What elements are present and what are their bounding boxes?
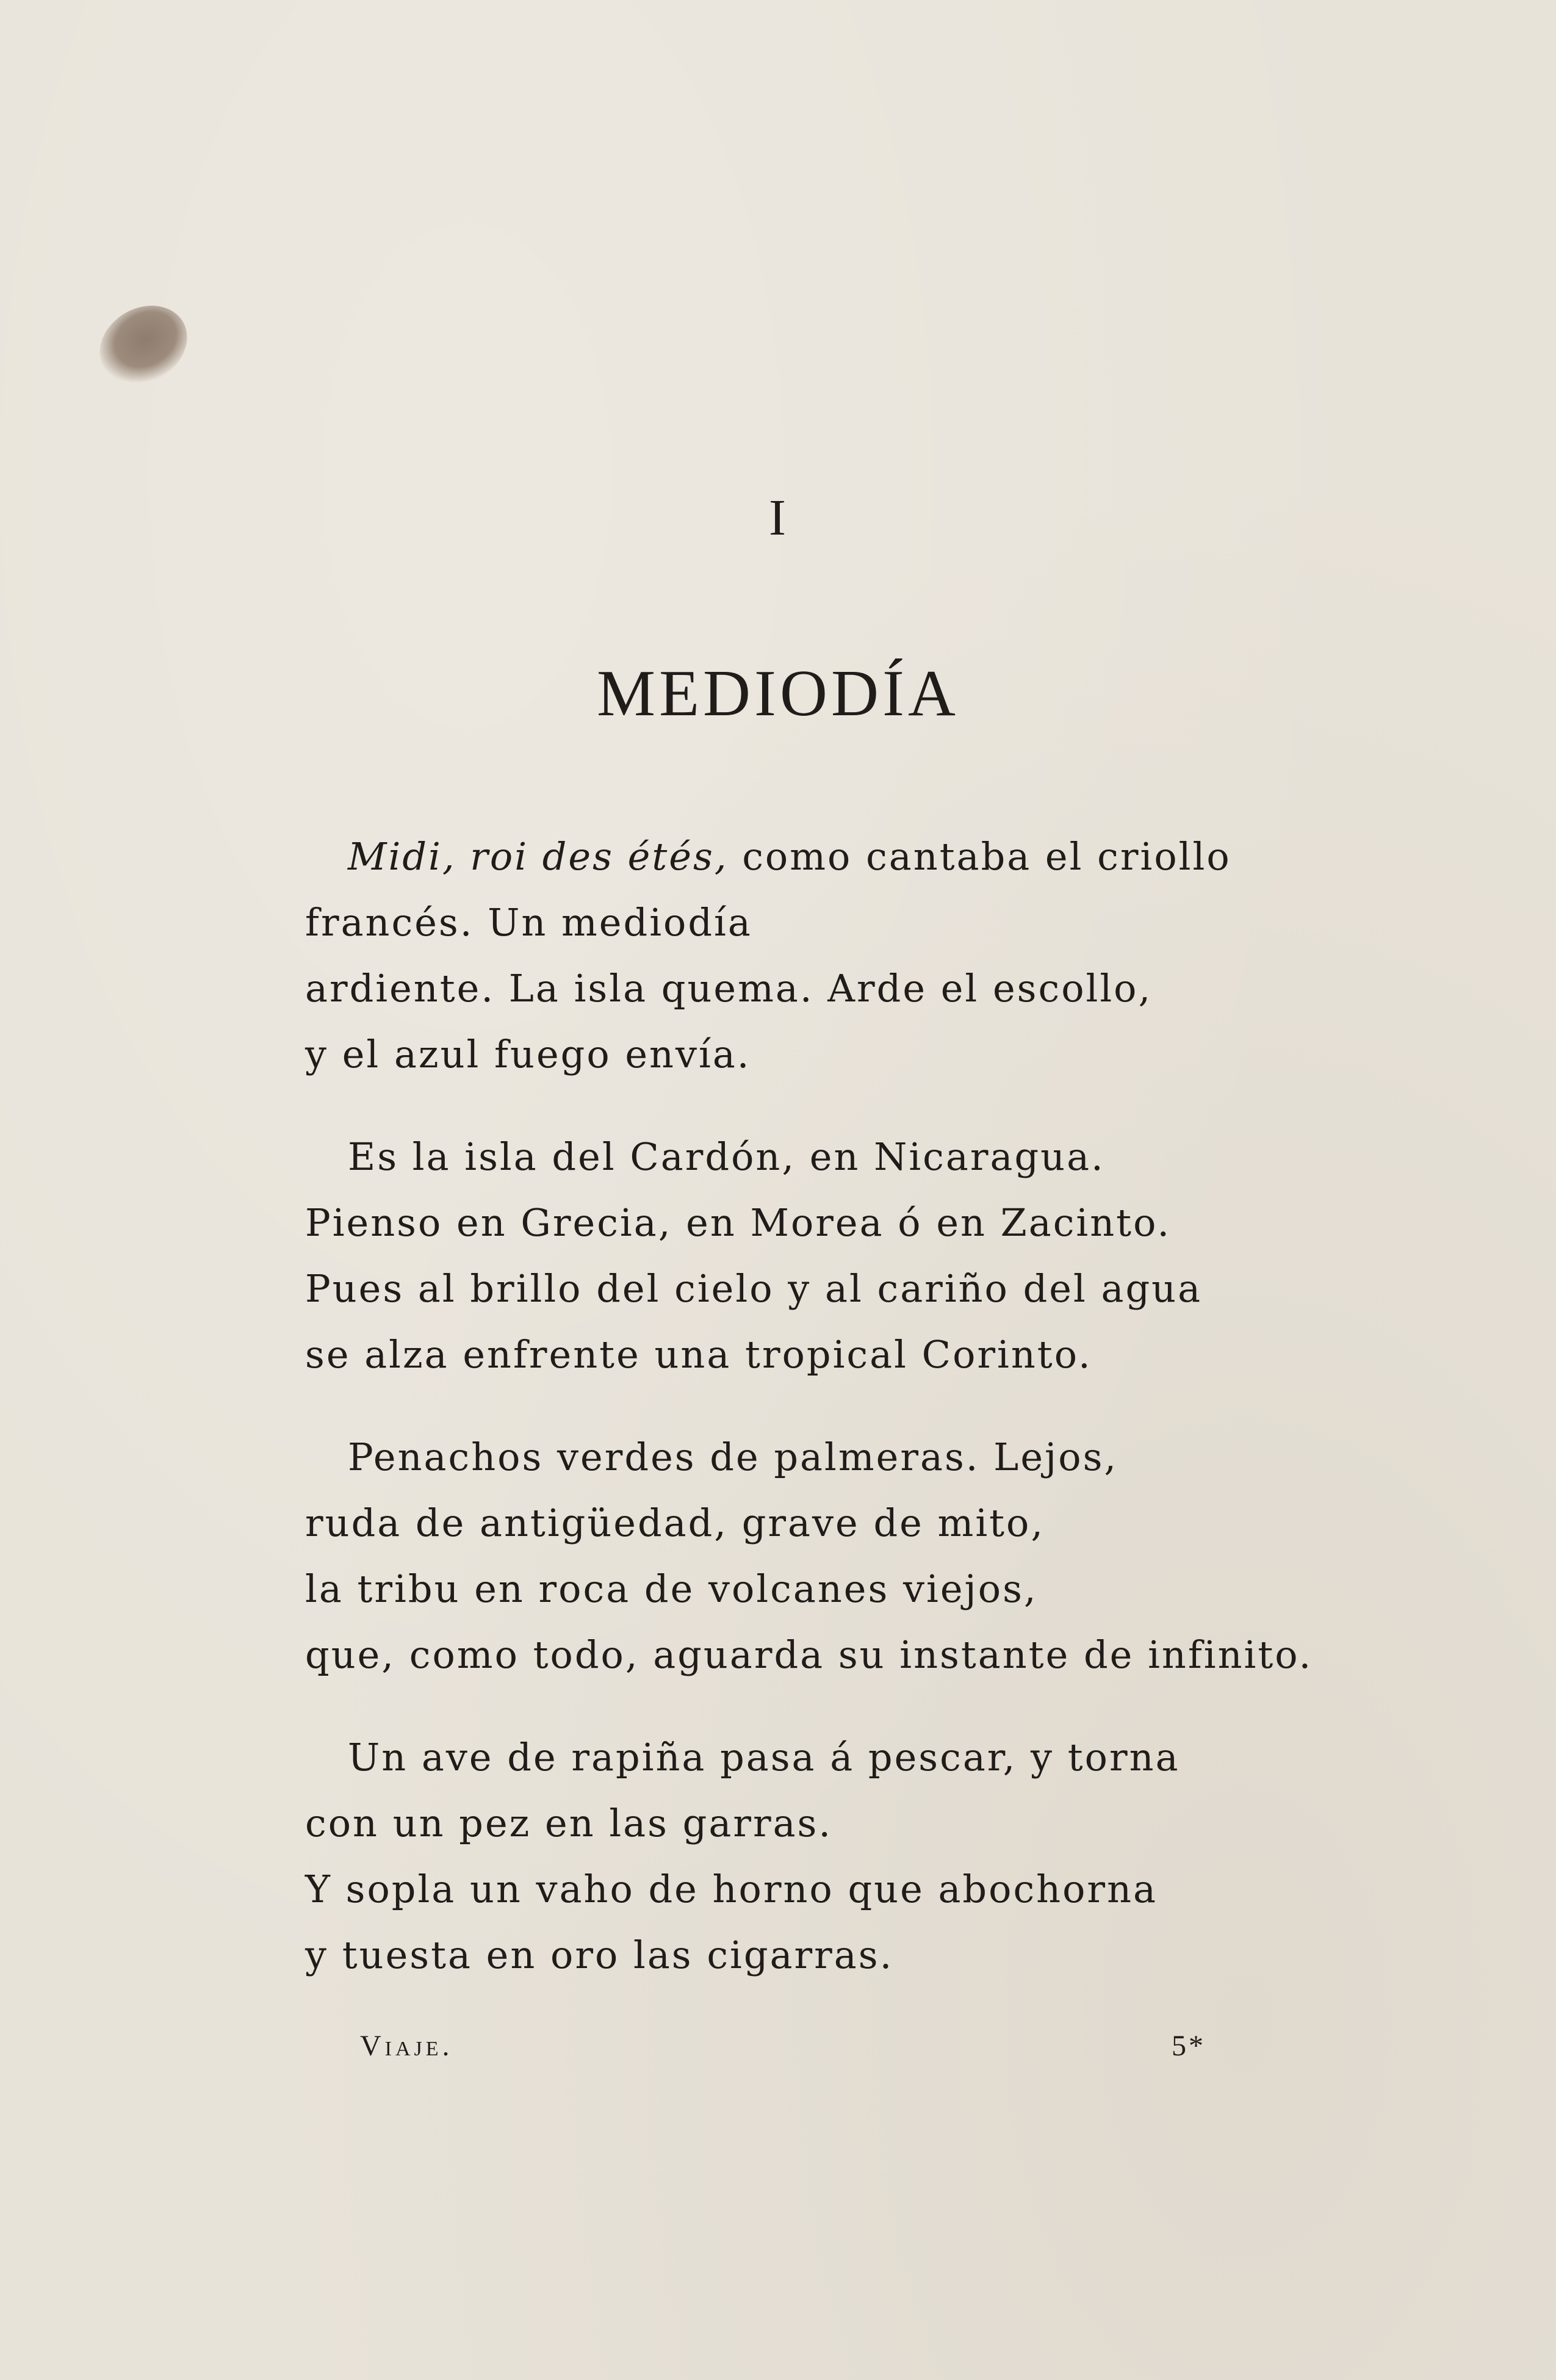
poem-line: Es la isla del Cardón, en Nicaragua. — [348, 1134, 1105, 1179]
section-numeral: I — [769, 489, 787, 546]
stanza — [305, 1424, 1373, 1688]
poem-line: la tribu en roca de volcanes viejos, — [305, 1567, 1038, 1611]
poem-line: Penachos verdes de palmeras. Lejos, — [348, 1435, 1118, 1479]
poem-line: Y sopla un vaho de horno que abochorna — [305, 1867, 1158, 1911]
poem-line: que, como todo, aguarda su instante de infinito. — [305, 1632, 1313, 1677]
french-quote: Midi, roi des étés, — [348, 834, 729, 879]
poem-line: Pienso en Grecia, en Morea ó en Zacinto. — [305, 1200, 1172, 1245]
gathering-number: 5* — [1172, 2030, 1206, 2062]
stanza — [305, 1725, 1373, 1988]
poem-line-text: como cantaba el criollo — [728, 834, 1231, 879]
stanza — [305, 824, 1373, 1087]
stanza — [305, 1124, 1373, 1388]
poem-line: ruda de antigüedad, grave de mito, — [305, 1501, 1045, 1545]
poem-line: con un pez en las garras. — [305, 1801, 833, 1845]
printer-signature-mark: Viaje. — [360, 2030, 453, 2062]
poem-line: francés. Un mediodía — [305, 900, 752, 945]
poem-line: y tuesta en oro las cigarras. — [305, 1933, 894, 1977]
poem-line: se alza enfrente una tropical Corinto. — [305, 1332, 1092, 1377]
poem-line: Pues al brillo del cielo y al cariño del agua — [305, 1266, 1203, 1311]
poem-line: y el azul fuego envía. — [305, 1032, 751, 1076]
poem-line — [305, 824, 1373, 890]
poem-title: MEDIODÍA — [597, 657, 959, 730]
poem-line: Un ave de rapiña pasa á pescar, y torna — [348, 1735, 1180, 1780]
ink-stain — [85, 290, 201, 400]
poem-body — [305, 824, 1373, 2025]
poem-line: ardiente. La isla quema. Arde el escollo, — [305, 966, 1153, 1011]
